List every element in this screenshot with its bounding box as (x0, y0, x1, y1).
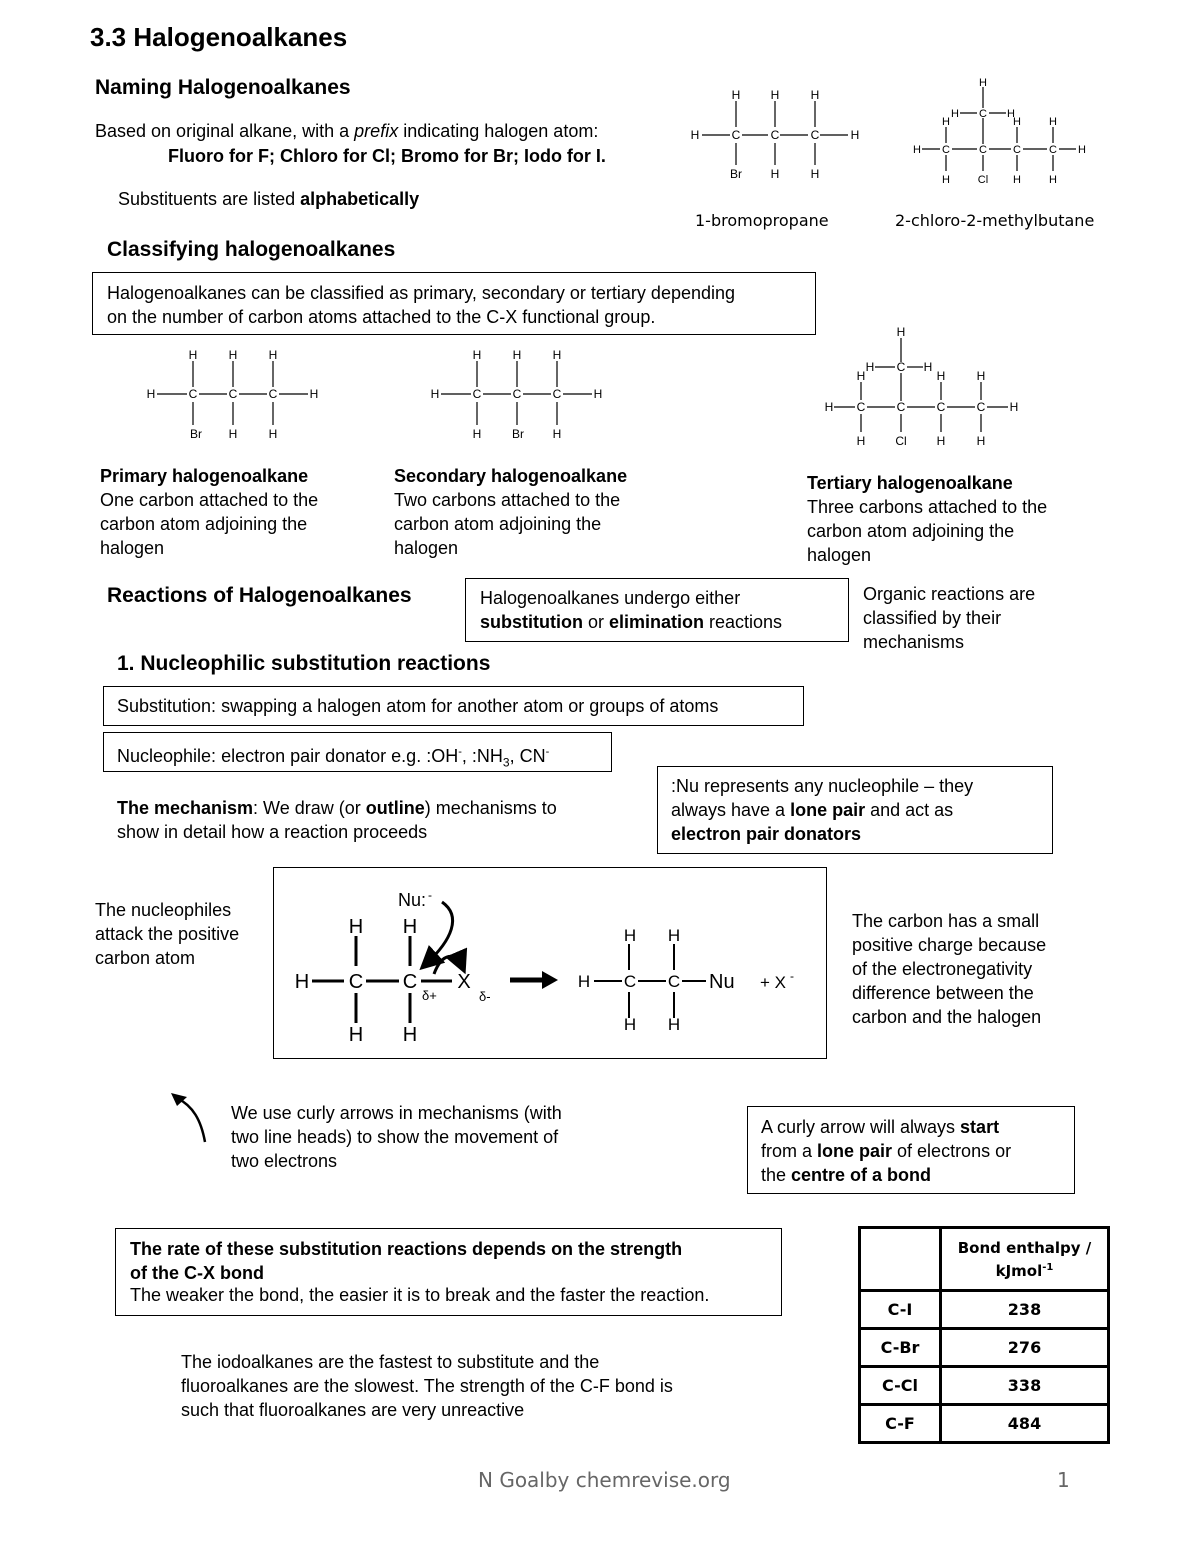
svg-text:H: H (228, 427, 238, 441)
svg-text:C: C (348, 971, 364, 993)
primary-desc-1: One carbon attached to the (100, 490, 319, 510)
naming-intro: Based on original alkane, with a prefix indicating halogen atom: (95, 121, 599, 141)
svg-text:C: C (896, 360, 906, 374)
tertiary-desc-1: Three carbons attached to the (807, 497, 1048, 517)
svg-text:H: H (348, 1024, 364, 1046)
svg-text:H: H (1049, 116, 1057, 128)
nu-box-line-3: electron pair donators (671, 824, 862, 844)
curly-arrow-note-1: We use curly arrows in mechanisms (with (231, 1103, 562, 1123)
svg-text:H: H (936, 369, 946, 383)
classifying-heading: Classifying halogenoalkanes (107, 238, 396, 261)
svg-text:H: H (268, 427, 278, 441)
svg-text:H: H (1013, 116, 1021, 128)
svg-text:C: C (731, 128, 741, 142)
curly-arrow-rule-2: from a lone pair of electrons or (761, 1141, 1012, 1161)
svg-text:H: H (552, 348, 562, 362)
svg-text:H: H (913, 144, 921, 156)
svg-text:H: H (623, 926, 637, 945)
primary-desc-2: carbon atom adjoining the (100, 514, 308, 534)
curly-arrow-rule-1: A curly arrow will always start (761, 1117, 1000, 1137)
primary-desc-3: halogen (100, 538, 165, 558)
svg-text:H: H (770, 167, 780, 181)
svg-text:H: H (856, 369, 866, 383)
svg-text:δ-: δ- (479, 989, 491, 1004)
svg-text:-: - (428, 888, 432, 902)
svg-text:-: - (790, 969, 794, 983)
iodo-note-3: such that fluoroalkanes are very unreactive (181, 1400, 525, 1420)
secondary-desc-2: carbon atom adjoining the (394, 514, 602, 534)
svg-text:C: C (1049, 144, 1057, 156)
svg-text:C: C (552, 387, 562, 401)
svg-text:H: H (309, 387, 319, 401)
nucleophile-attack-1: The nucleophiles (95, 900, 232, 920)
naming-heading: Naming Halogenoalkanes (95, 76, 351, 99)
svg-text:H: H (402, 1024, 418, 1046)
svg-text:H: H (268, 348, 278, 362)
svg-text:H: H (856, 434, 866, 448)
curly-arrow-icon (165, 1090, 215, 1145)
svg-text:H: H (1007, 108, 1015, 120)
example-1-name: 1-bromopropane (695, 211, 829, 230)
svg-text:H: H (824, 400, 834, 414)
primary-structure (140, 345, 330, 445)
svg-text:H: H (1013, 174, 1021, 186)
svg-text:H: H (936, 434, 946, 448)
bond-enthalpy-header: Bond enthalpy / kJmol$^{-1}$ (941, 1228, 1109, 1291)
svg-text:H: H (577, 972, 591, 991)
svg-text:C: C (936, 400, 946, 414)
svg-text:δ+: δ+ (422, 988, 437, 1003)
svg-text:H: H (850, 128, 860, 142)
mechanism-note-3: mechanisms (863, 632, 965, 652)
svg-text:H: H (942, 174, 950, 186)
svg-text:Nu: Nu (709, 971, 735, 993)
svg-text:C: C (228, 387, 238, 401)
nucleophile-def: Nucleophile: electron pair donator e.g. :OH-, $:NH_3$, CN- (117, 746, 550, 770)
iodo-note-2: fluoroalkanes are the slowest. The strength of the C-F bond is (181, 1376, 673, 1396)
chloromethylbutane-structure (910, 75, 1090, 190)
rate-line-2: of the C-X bond (130, 1263, 264, 1283)
svg-text:H: H (294, 971, 310, 993)
svg-text:C: C (896, 400, 906, 414)
svg-text:H: H (951, 108, 959, 120)
svg-text:C: C (979, 108, 987, 120)
svg-text:H: H (430, 387, 440, 401)
svg-text:C: C (472, 387, 482, 401)
primary-title: Primary halogenoalkane (100, 466, 309, 486)
table-row: C-Br 276 (860, 1329, 1109, 1367)
svg-text:C: C (942, 144, 950, 156)
svg-text:C: C (268, 387, 278, 401)
substitution-def: Substitution: swapping a halogen atom for another atom or groups of atoms (117, 696, 719, 716)
carbon-charge-4: difference between the (852, 983, 1034, 1003)
svg-text:H: H (810, 88, 820, 102)
svg-text:H: H (810, 167, 820, 181)
carbon-charge-5: carbon and the halogen (852, 1007, 1042, 1027)
svg-text:C: C (979, 144, 987, 156)
svg-text:C: C (512, 387, 522, 401)
curly-arrow-note-2: two line heads) to show the movement of (231, 1127, 559, 1147)
svg-text:H: H (1049, 174, 1057, 186)
svg-text:H: H (896, 325, 906, 339)
nu-box-line-1: :Nu represents any nucleophile – they (671, 776, 974, 796)
svg-text:H: H (188, 348, 198, 362)
tertiary-title: Tertiary halogenoalkane (807, 473, 1013, 493)
svg-text:H: H (667, 1015, 681, 1034)
svg-text:H: H (512, 348, 522, 362)
tertiary-desc-3: halogen (807, 545, 872, 565)
tertiary-desc-2: carbon atom adjoining the (807, 521, 1015, 541)
nu-box-line-2: always have a lone pair and act as (671, 800, 954, 820)
svg-text:Br: Br (190, 427, 202, 441)
svg-text:C: C (188, 387, 198, 401)
svg-text:H: H (976, 434, 986, 448)
table-header-row (860, 1228, 1109, 1291)
mechanism-note-2: classified by their (863, 608, 1002, 628)
svg-text:Cl: Cl (977, 174, 989, 186)
svg-text:H: H (923, 360, 933, 374)
reactions-heading: Reactions of Halogenoalkanes (107, 584, 412, 607)
nucleophilic-heading: 1. Nucleophilic substitution reactions (117, 652, 491, 675)
page-title: 3.3 Halogenoalkanes (90, 22, 348, 52)
mechanism-desc-2: show in detail how a reaction proceeds (117, 822, 428, 842)
svg-text:H: H (552, 427, 562, 441)
svg-text:C: C (623, 972, 637, 991)
carbon-charge-2: positive charge because (852, 935, 1047, 955)
classification-line-1: Halogenoalkanes can be classified as primary, secondary or tertiary depending (107, 283, 736, 303)
secondary-title: Secondary halogenoalkane (394, 466, 628, 486)
svg-text:H: H (667, 926, 681, 945)
example-2-name: 2-chloro-2-methylbutane (895, 211, 1095, 230)
svg-text:Br: Br (512, 427, 524, 441)
naming-prefixes: Fluoro for F; Chloro for Cl; Bromo for Br; Iodo for I. (168, 146, 606, 166)
bromopropane-structure (680, 85, 870, 185)
secondary-structure (424, 345, 614, 445)
svg-text:C: C (856, 400, 866, 414)
svg-text:C: C (1013, 144, 1021, 156)
naming-substituents: Substituents are listed alphabetically (118, 189, 420, 209)
svg-text:H: H (1078, 144, 1086, 156)
mechanism-note-1: Organic reactions are (863, 584, 1036, 604)
svg-text:H: H (623, 1015, 637, 1034)
svg-text:C: C (402, 971, 418, 993)
svg-text:H: H (731, 88, 741, 102)
svg-text:H: H (228, 348, 238, 362)
secondary-desc-1: Two carbons attached to the (394, 490, 621, 510)
page-number: 1 (1057, 1468, 1070, 1492)
svg-text:C: C (770, 128, 780, 142)
svg-text:H: H (770, 88, 780, 102)
secondary-desc-3: halogen (394, 538, 459, 558)
table-row: C-F 484 (860, 1405, 1109, 1443)
svg-text:H: H (402, 916, 418, 938)
svg-text:Nu:: Nu: (398, 890, 427, 910)
carbon-charge-3: of the electronegativity (852, 959, 1033, 979)
mechanism-diagram (274, 868, 826, 1058)
svg-text:H: H (146, 387, 156, 401)
classification-line-2: on the number of carbon atoms attached to the C-X functional group. (107, 307, 656, 327)
curly-arrow-note-3: two electrons (231, 1151, 338, 1171)
svg-text:Br: Br (730, 167, 742, 181)
rate-line-1: The rate of these substitution reactions depends on the strength (130, 1239, 683, 1259)
svg-text:C: C (667, 972, 681, 991)
mechanism-desc-1: The mechanism: We draw (or outline) mechanisms to (117, 798, 557, 818)
table-row: C-I 238 (860, 1291, 1109, 1329)
svg-text:H: H (593, 387, 603, 401)
footer-credit: N Goalby chemrevise.org (478, 1468, 731, 1492)
svg-text:H: H (472, 427, 482, 441)
svg-text:H: H (348, 916, 364, 938)
iodo-note-1: The iodoalkanes are the fastest to substitute and the (181, 1352, 600, 1372)
svg-text:X: X (457, 971, 471, 993)
tertiary-structure (820, 322, 1025, 452)
svg-text:C: C (810, 128, 820, 142)
svg-text:+ X: + X (760, 973, 786, 992)
svg-text:H: H (690, 128, 700, 142)
nucleophile-attack-2: attack the positive (95, 924, 240, 944)
table-row: C-Cl 338 (860, 1367, 1109, 1405)
reaction-types-line-1: Halogenoalkanes undergo either (480, 588, 741, 608)
svg-text:H: H (865, 360, 875, 374)
curly-arrow-rule-3: the centre of a bond (761, 1165, 932, 1185)
rate-line-3: The weaker the bond, the easier it is to break and the faster the reaction. (130, 1285, 710, 1305)
reaction-types-line-2: substitution or elimination reactions (480, 612, 783, 632)
bond-enthalpy-table (858, 1226, 1110, 1444)
svg-text:H: H (472, 348, 482, 362)
svg-text:H: H (979, 77, 987, 89)
svg-text:C: C (976, 400, 986, 414)
carbon-charge-1: The carbon has a small (852, 911, 1040, 931)
svg-text:H: H (942, 116, 950, 128)
svg-text:H: H (976, 369, 986, 383)
nucleophile-attack-3: carbon atom (95, 948, 196, 968)
svg-text:H: H (1009, 400, 1019, 414)
svg-text:Cl: Cl (895, 434, 907, 448)
